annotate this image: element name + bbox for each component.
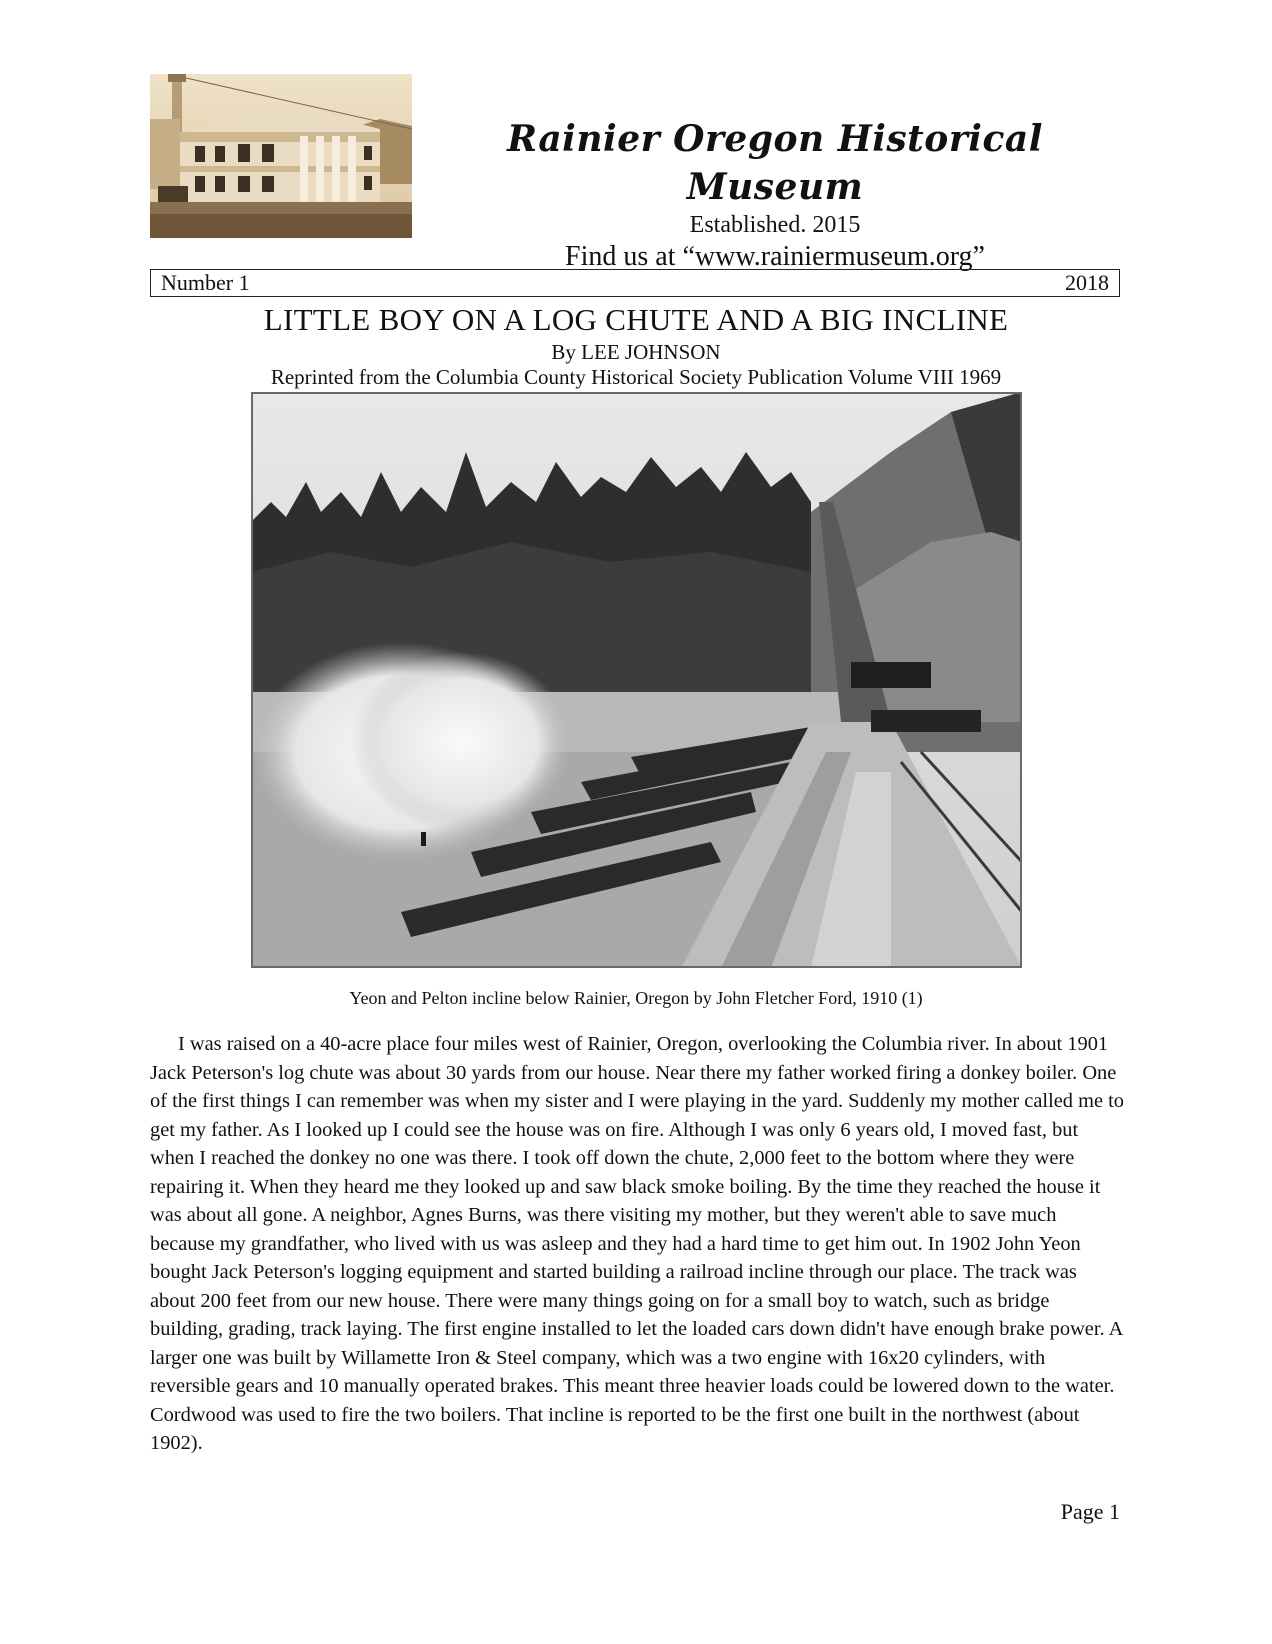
- established-line: Established. 2015: [689, 212, 861, 238]
- page-number: Page 1: [1060, 1499, 1120, 1524]
- article-title: LITTLE BOY ON A LOG CHUTE AND A BIG INCLINE: [263, 302, 1009, 337]
- article-body: I was raised on a 40-acre place four miles west of Rainier, Oregon, overlooking the Columbia river. In about 1901 Jack Peterson's log chute was about 30 yards from our house. Near there my father worked firing a donkey boiler. One of the first things I can remember was when my sister and I were playing in the yard. Suddenly my mother called me to get my father. As I looked up I could see the house was on fire. Although I was only 6 years old, I moved fast, but when I reached the donkey no one was there. I took off down the chute, 2,000 feet to the bottom where they were repairing it. When they heard me they looked up and saw black smoke boiling. By the time they reached the house it was about all gone. A neighbor, Agnes Burns, was there visiting my mother, but they weren't able to save much because my grandfather, who lived with us was asleep and they had a hard time to get him out. In 1902 John Yeon bought Jack Peterson's logging equipment and started building a railroad incline through our place. The track was about 200 feet from our new house. There were many things going on for a small boy to watch, such as bridge building, grading, track laying. The first engine installed to let the loaded cars down didn't have enough brake power. A larger one was built by Willamette Iron & Steel company, which was a two engine with 16x20 cylinders, with reversible gears and 10 manually operated brakes. This meant three heavier loads could be lowered down to the water. Cordwood was used to fire the two boilers. That incline is reported to be the first one built in the northwest (about 1902).: [150, 1033, 1124, 1454]
- website-line: Find us at “www.rainiermuseum.org”: [565, 241, 985, 272]
- museum-building-photo: [150, 74, 412, 238]
- reprint-note: Reprinted from the Columbia County Historical Society Publication Volume VIII 1969: [270, 365, 1002, 389]
- museum-title: Rainier Oregon Historical Museum: [507, 118, 1043, 208]
- header-text-block: [420, 115, 1130, 275]
- article-byline: By LEE JOHNSON: [551, 340, 721, 364]
- issue-number: Number 1: [161, 270, 250, 295]
- issue-bar: [150, 269, 1120, 297]
- issue-year: 2018: [1065, 270, 1109, 295]
- incline-photo: [251, 392, 1022, 968]
- photo-caption: Yeon and Pelton incline below Rainier, Oregon by John Fletcher Ford, 1910 (1): [349, 988, 923, 1008]
